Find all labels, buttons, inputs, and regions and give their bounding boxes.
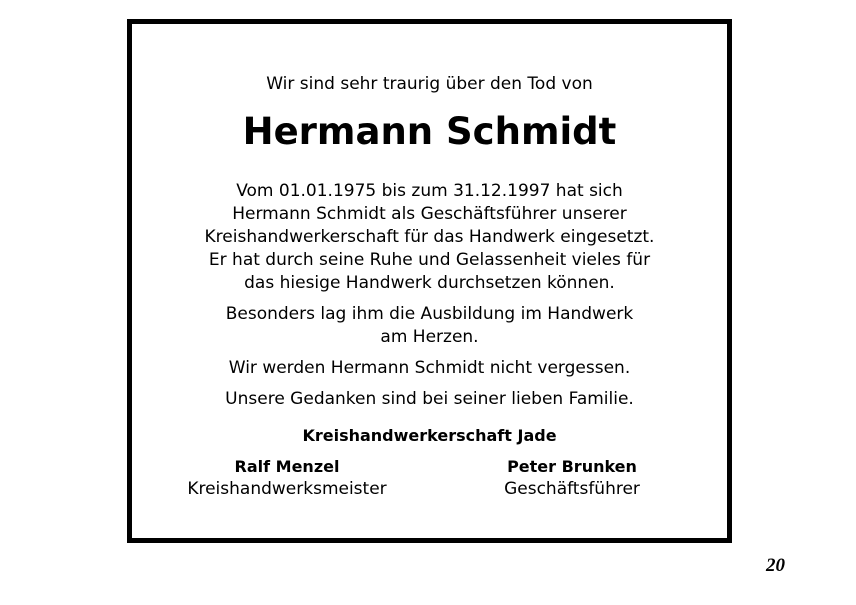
signer-right <box>467 455 677 501</box>
signer-role: Geschäftsführer <box>504 479 640 499</box>
signer-role: Kreishandwerksmeister <box>187 479 387 499</box>
text-line: Vom 01.01.1975 bis zum 31.12.1997 hat sich <box>236 181 623 201</box>
signer-left <box>172 455 402 501</box>
text-line: das hiesige Handwerk durchsetzen können. <box>244 273 615 293</box>
text-line: Unsere Gedanken sind bei seiner lieben Familie. <box>225 389 634 409</box>
paragraph-training <box>152 303 707 349</box>
page-number: 20 <box>766 555 785 576</box>
text-line: Besonders lag ihm die Ausbildung im Handwerk <box>225 304 634 324</box>
intro-text: Wir sind sehr traurig über den Tod von <box>266 74 593 94</box>
deceased-name: Hermann Schmidt <box>242 110 617 153</box>
paragraph-tenure <box>152 180 707 295</box>
text-line: Er hat durch seine Ruhe und Gelassenheit vieles für <box>208 250 651 270</box>
obituary-body <box>152 180 707 419</box>
obituary-frame <box>127 19 732 543</box>
organization-name: Kreishandwerkerschaft Jade <box>302 426 557 445</box>
paragraph-family <box>152 388 707 411</box>
signer-name: Ralf Menzel <box>234 457 340 476</box>
text-line: Wir werden Hermann Schmidt nicht vergessen. <box>228 358 631 378</box>
text-line: Hermann Schmidt als Geschäftsführer unserer <box>232 204 627 224</box>
text-line: am Herzen. <box>380 327 479 347</box>
signer-name: Peter Brunken <box>507 457 637 476</box>
text-line: Kreishandwerkerschaft für das Handwerk eingesetzt. <box>204 227 655 247</box>
paragraph-remembrance <box>152 357 707 380</box>
